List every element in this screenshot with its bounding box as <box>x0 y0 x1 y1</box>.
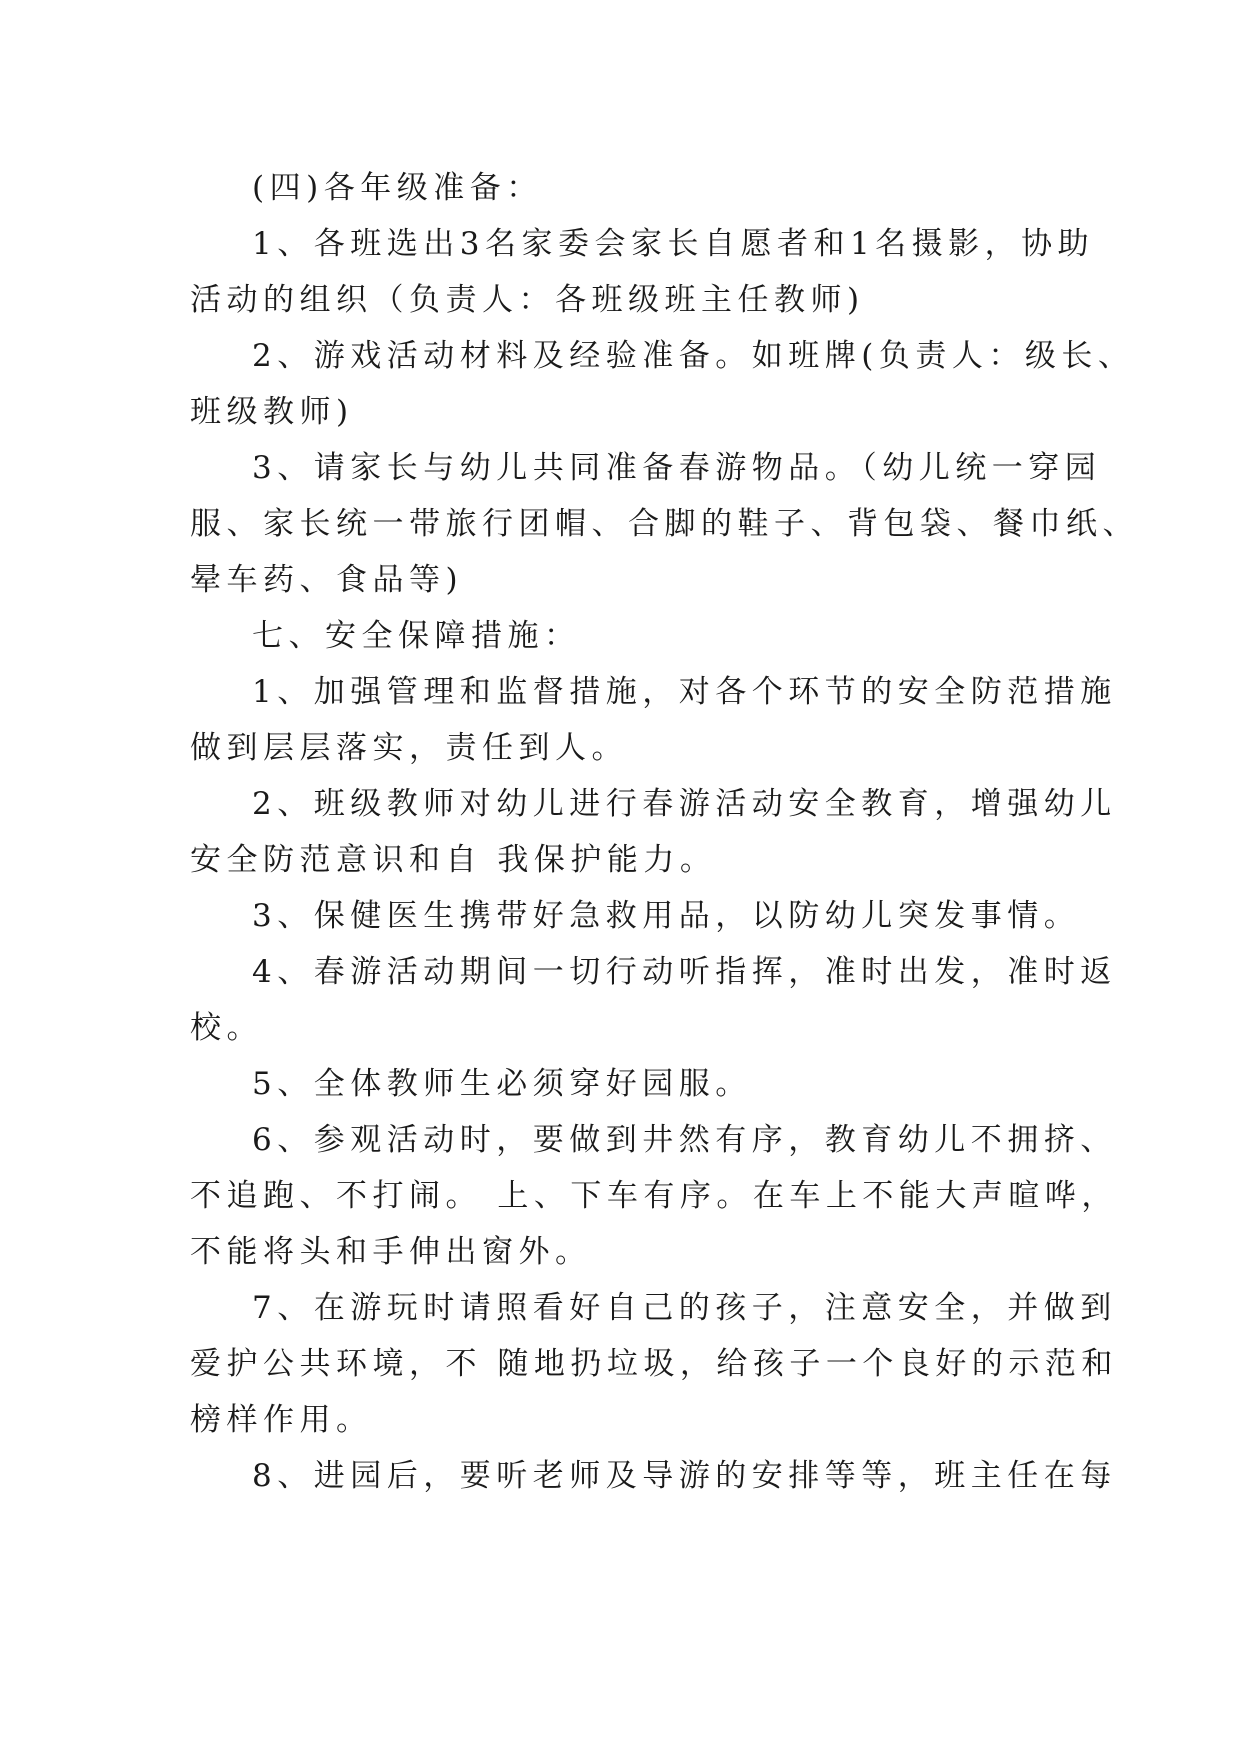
paragraph-line: 8、进园后，要听老师及导游的安排等等，班主任在每 <box>252 1458 1117 1494</box>
paragraph-line: 2、班级教师对幼儿进行春游活动安全教育，增强幼儿 <box>252 786 1117 822</box>
paragraph-line: 3、保健医生携带好急救用品，以防幼儿突发事情。 <box>252 898 1081 934</box>
paragraph-line: 爱护公共环境，不 随地扔垃圾，给孩子一个良好的示范和 <box>190 1346 1118 1382</box>
paragraph-line: 做到层层落实，责任到人。 <box>190 730 628 766</box>
paragraph-line: 5、全体教师生必须穿好园服。 <box>252 1066 752 1102</box>
paragraph-line: 榜样作用。 <box>190 1402 373 1438</box>
paragraph-line: 安全防范意识和自 我保护能力。 <box>190 842 717 878</box>
paragraph-line: 4、春游活动期间一切行动听指挥，准时出发，准时返 <box>252 954 1117 990</box>
paragraph-line: 班级教师) <box>190 394 354 430</box>
paragraph-line: 2、游戏活动材料及经验准备。如班牌(负责人：级长、 <box>252 338 1135 374</box>
paragraph-line: 晕车药、食品等) <box>190 562 464 598</box>
paragraph-line: 3、请家长与幼儿共同准备春游物品。（幼儿统一穿园 <box>252 450 1102 486</box>
paragraph-line: 不追跑、不打闹。 上、下车有序。在车上不能大声暄哗， <box>190 1178 1118 1214</box>
paragraph-line: 校。 <box>190 1010 263 1046</box>
section-heading: (四)各年级准备： <box>252 170 543 206</box>
paragraph-line: 1、各班选出3名家委会家长自愿者和1名摄影，协助 <box>252 226 1095 262</box>
paragraph-line: 1、加强管理和监督措施，对各个环节的安全防范措施 <box>252 674 1117 710</box>
paragraph-line: 6、参观活动时，要做到井然有序，教育幼儿不拥挤、 <box>252 1122 1117 1158</box>
paragraph-line: 服、家长统一带旅行团帽、合脚的鞋子、背包袋、餐巾纸、 <box>190 506 1139 542</box>
paragraph-line: 7、在游玩时请照看好自己的孩子，注意安全，并做到 <box>252 1290 1117 1326</box>
section-heading: 七、安全保障措施： <box>252 618 581 654</box>
paragraph-line: 不能将头和手伸出窗外。 <box>190 1234 592 1270</box>
paragraph-line: 活动的组织（负责人：各班级班主任教师) <box>190 282 865 318</box>
